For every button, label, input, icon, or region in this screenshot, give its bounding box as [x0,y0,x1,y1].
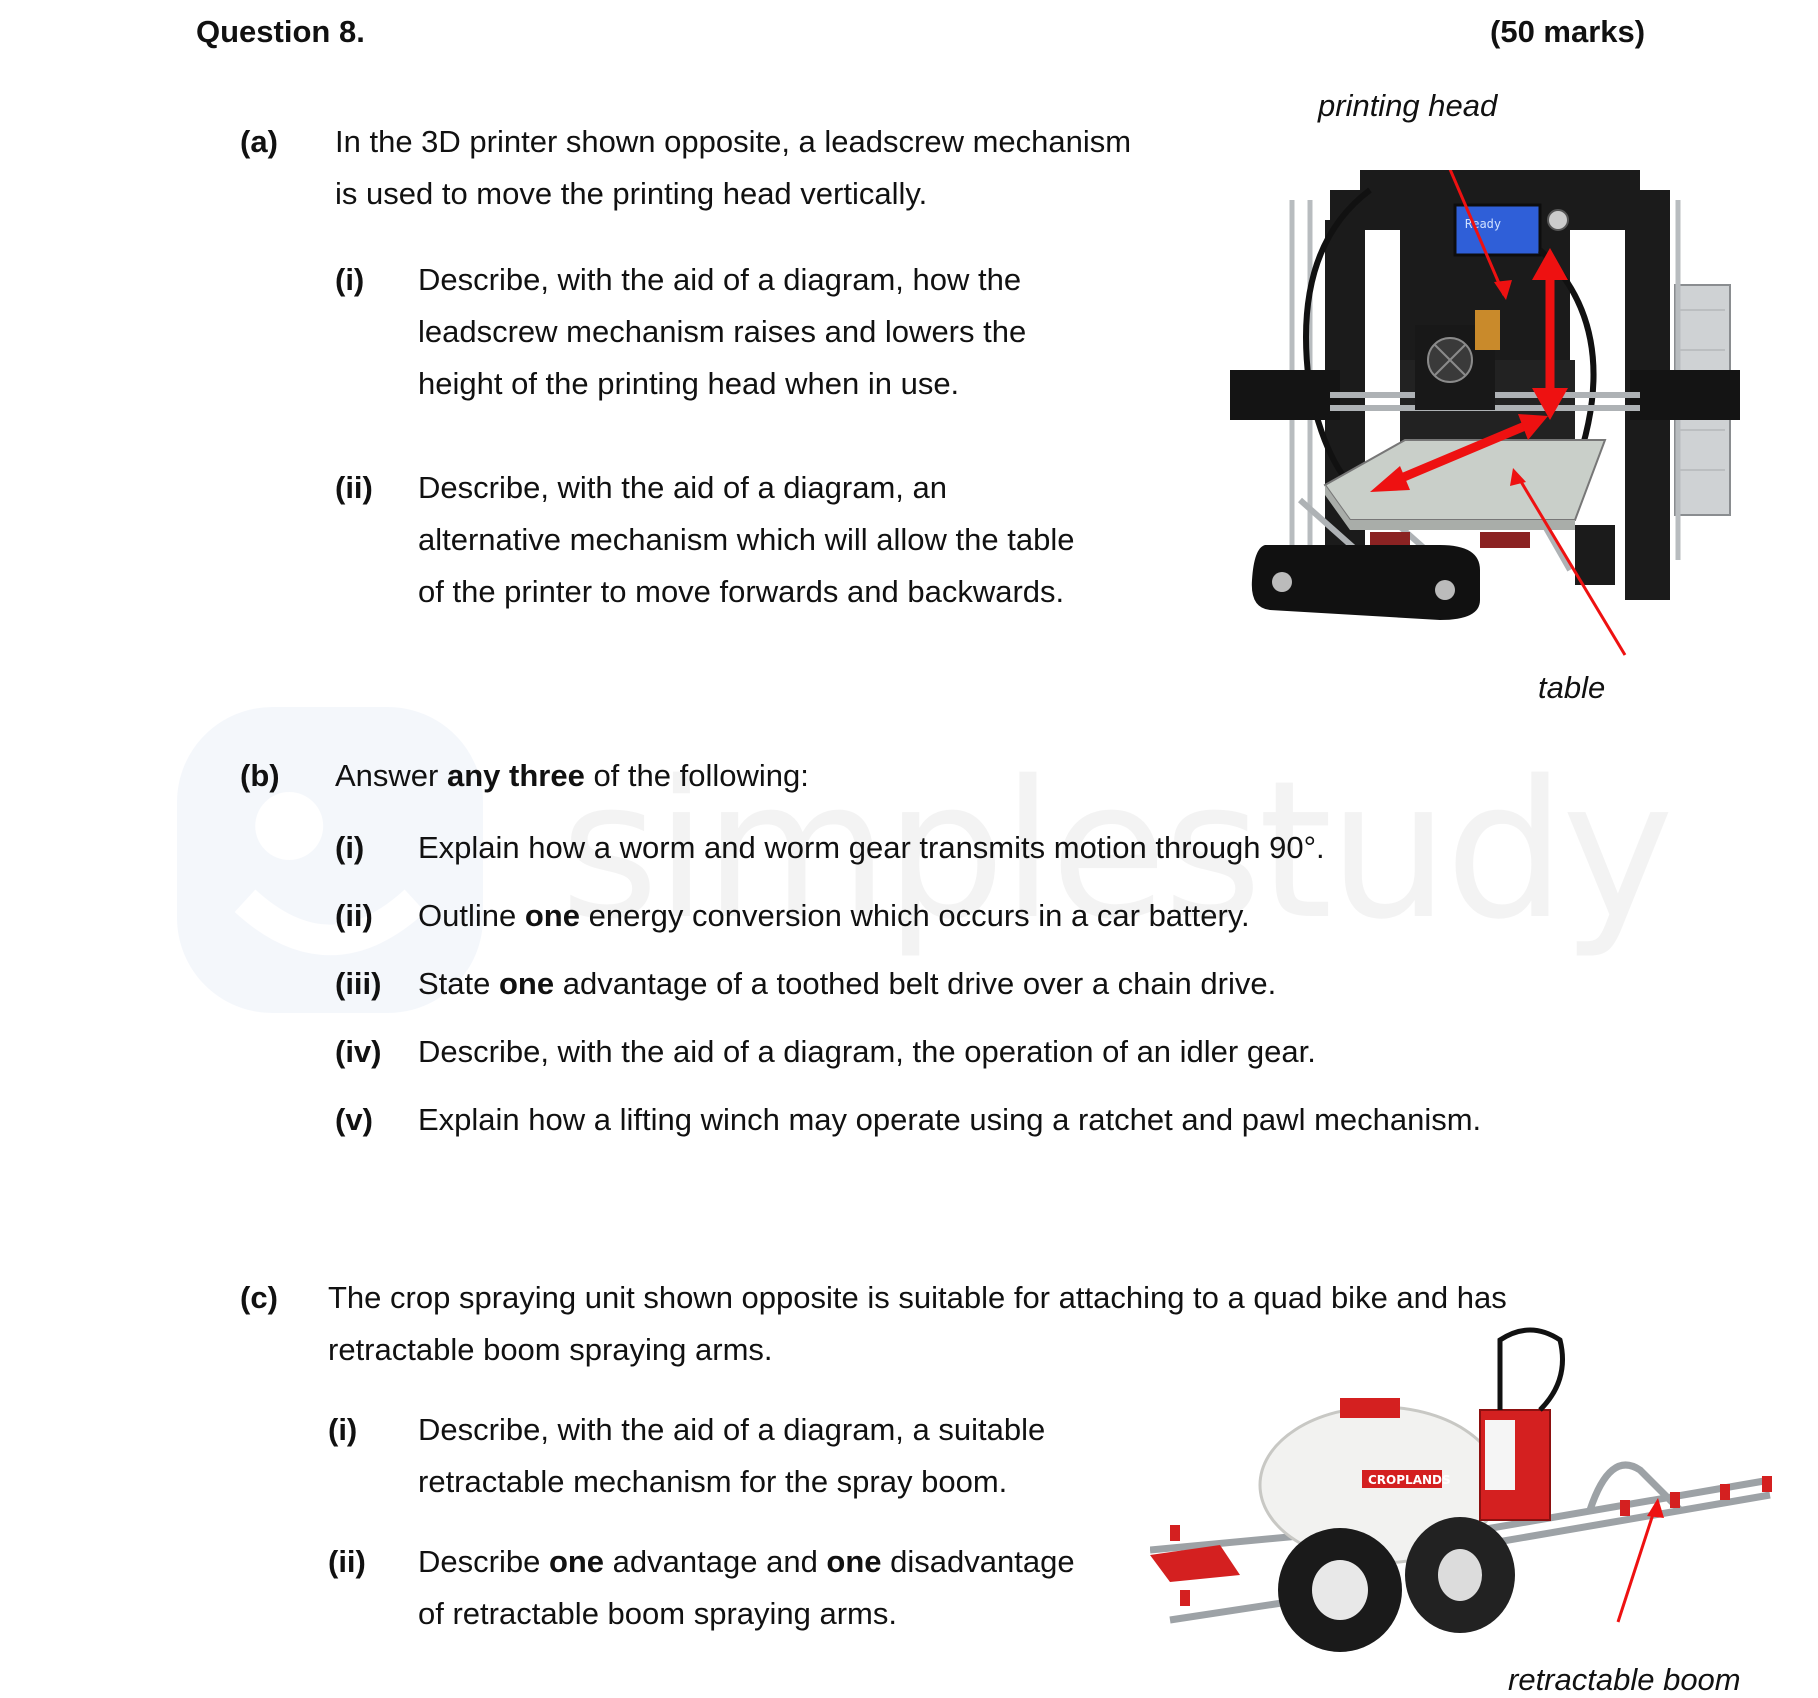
part-b-label: (b) [240,758,280,793]
part-a-intro-line-2: is used to move the printing head vertically. [335,176,928,211]
part-b-ii-text: Outline one energy conversion which occurs in a car battery. [418,898,1250,933]
part-c-intro-line-2: retractable boom spraying arms. [328,1332,773,1367]
part-c-label: (c) [240,1280,278,1315]
part-c-ii-line-1: Describe one advantage and one disadvantage [418,1544,1075,1579]
part-b-iii-label: (iii) [335,966,382,1001]
part-b-v-label: (v) [335,1102,373,1137]
lcd-text: Ready [1465,217,1502,231]
part-a-i-label: (i) [335,262,365,297]
part-a-i-line-3: height of the printing head when in use. [418,366,960,401]
caption-retractable-boom: retractable boom [1508,1662,1741,1697]
part-b-v-text: Explain how a lifting winch may operate using a ratchet and pawl mechanism. [418,1102,1482,1137]
question-marks: (50 marks) [1490,14,1646,49]
part-b-iv-label: (iv) [335,1034,382,1069]
part-b-i-text: Explain how a worm and worm gear transmits motion through 90°. [418,830,1325,865]
part-a-intro-line-1: In the 3D printer shown opposite, a leadscrew mechanism [335,124,1132,159]
right-motor [1630,370,1740,420]
part-a-ii-line-3: of the printer to move forwards and backwards. [418,574,1065,609]
part-c-ii-label: (ii) [328,1544,366,1579]
part-c-intro-line-1: The crop spraying unit shown opposite is suitable for attaching to a quad bike and has [328,1280,1507,1315]
left-motor [1230,370,1340,420]
part-c-i-line-1: Describe, with the aid of a diagram, a suitable [418,1412,1046,1447]
part-b-iv-text: Describe, with the aid of a diagram, the operation of an idler gear. [418,1034,1316,1069]
part-a-ii-line-2: alternative mechanism which will allow the table [418,522,1075,557]
question-title: Question 8. [196,14,365,49]
brand-text: CROPLANDS [1368,1473,1451,1487]
tank-lid [1340,1398,1400,1418]
spray-hose [1500,1330,1563,1410]
part-b-i-label: (i) [335,830,365,865]
part-b-ii-label: (ii) [335,898,373,933]
part-b-iii-text: State one advantage of a toothed belt drive over a chain drive. [418,966,1277,1001]
part-a-i-line-1: Describe, with the aid of a diagram, how the [418,262,1022,297]
printer-3d-figure [1230,170,1740,710]
extruder-motor [1475,310,1500,350]
part-b-intro: Answer any three of the following: [335,758,809,793]
part-a-i-line-2: leadscrew mechanism raises and lowers the [418,314,1027,349]
part-a-ii-label: (ii) [335,470,373,505]
crop-sprayer-figure [1150,1320,1790,1660]
part-c-i-label: (i) [328,1412,358,1447]
part-a-label: (a) [240,124,278,159]
part-c-i-line-2: retractable mechanism for the spray boom. [418,1464,1008,1499]
part-a-ii-line-1: Describe, with the aid of a diagram, an [418,470,947,505]
caption-printing-head: printing head [1318,88,1498,123]
part-c-ii-line-2: of retractable boom spraying arms. [418,1596,897,1631]
control-knob [1548,210,1568,230]
caption-table: table [1538,670,1606,705]
